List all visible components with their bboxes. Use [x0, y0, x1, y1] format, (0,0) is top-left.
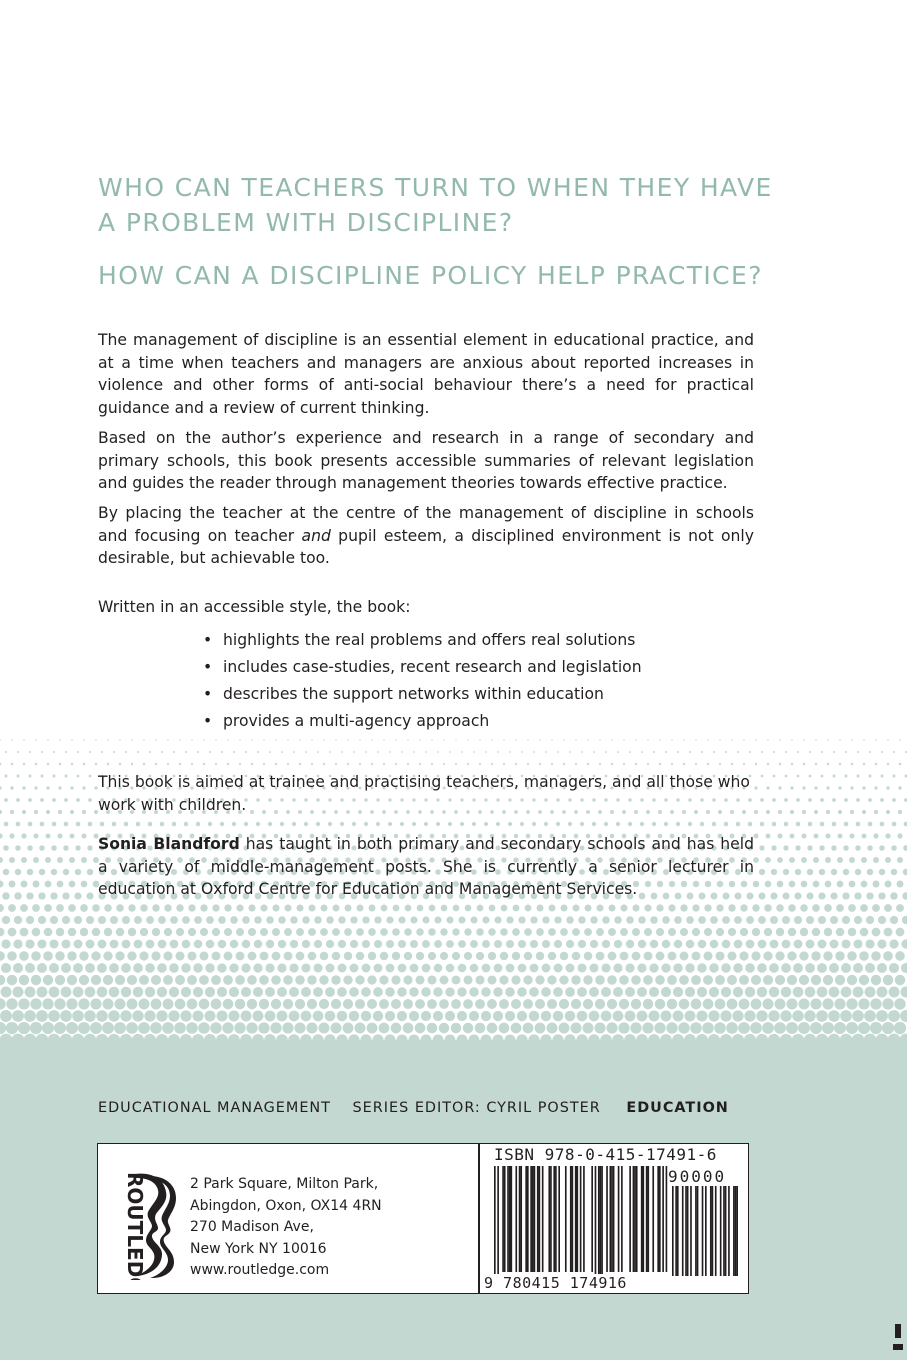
- barcode-bar: [494, 1166, 496, 1282]
- addon-bar: [735, 1186, 737, 1276]
- addon-bar: [682, 1186, 684, 1276]
- p3-text-after: pupil esteem, a disciplined environment is not only desirable, but achievable too.: [98, 526, 754, 568]
- barcode-bar: [525, 1166, 527, 1272]
- barcode-bar: [618, 1166, 620, 1272]
- addon-bar: [677, 1186, 679, 1276]
- bullet-icon: •: [203, 712, 213, 730]
- barcode-bar: [565, 1166, 567, 1272]
- barcode-bar: [555, 1166, 557, 1272]
- routledge-logo: [106, 1168, 181, 1280]
- routledge-logo-icon: [106, 1168, 181, 1280]
- barcode-bar: [550, 1166, 552, 1272]
- p3-italic-word: and: [301, 526, 331, 545]
- list-item-text: highlights the real problems and offers real solutions: [223, 631, 636, 649]
- bullet-icon: •: [203, 685, 213, 703]
- audience-paragraph: This book is aimed at trainee and practising teachers, managers, and all those who work with children.: [98, 773, 750, 814]
- barcode-bar: [580, 1166, 582, 1272]
- addon-bar: [687, 1186, 689, 1276]
- ean-digits: 9 780415 174916: [484, 1274, 627, 1292]
- barcode-bar: [532, 1166, 534, 1272]
- p3-text-before: By placing the teacher at the centre of the management of discipline in schools and focusing on teacher: [98, 504, 754, 545]
- barcode-bar: [591, 1166, 593, 1272]
- addon-bar: [702, 1186, 704, 1276]
- barcode-bar: [577, 1166, 579, 1272]
- barcode-bar: [611, 1166, 613, 1272]
- addon-bar: [723, 1186, 725, 1276]
- barcode-bar: [659, 1166, 661, 1272]
- addon-bar: [697, 1186, 699, 1276]
- address-line: New York NY 10016: [190, 1240, 327, 1257]
- barcode-bar: [507, 1166, 509, 1272]
- list-item: [203, 627, 642, 654]
- addon-bar: [720, 1186, 722, 1276]
- list-item: [203, 654, 642, 681]
- addon-bar: [675, 1186, 677, 1276]
- addon-bar: [736, 1186, 738, 1276]
- author-bio-text: has taught in both primary and secondary schools and has held a variety of middle-management posts. She is currently a senior lecturer in education at Oxford Centre for Education and Management Services.: [98, 835, 754, 899]
- addon-bar: [715, 1186, 717, 1276]
- headline-question-1: WHO CAN TEACHERS TURN TO WHEN THEY HAVE A PROBLEM WITH DISCIPLINE?: [98, 173, 773, 237]
- barcode-bar: [595, 1166, 597, 1282]
- list-item-text: provides a multi-agency approach: [223, 712, 490, 730]
- footer-divider: [478, 1144, 480, 1293]
- barcode-bar: [636, 1166, 638, 1272]
- address-line: Abingdon, Oxon, OX14 4RN: [190, 1197, 382, 1214]
- barcode-bar: [534, 1166, 536, 1272]
- addon-bar: [725, 1186, 727, 1276]
- barcode-bar: [643, 1166, 645, 1272]
- list-item: [203, 708, 642, 735]
- barcode-bar: [509, 1166, 511, 1272]
- isbn-number: ISBN 978-0-415-17491-6: [494, 1145, 717, 1164]
- body-paragraph-3: [98, 502, 754, 570]
- barcode-bar: [610, 1166, 612, 1272]
- list-item: [203, 681, 642, 708]
- barcode-bar: [542, 1166, 544, 1272]
- address-line: 270 Madison Ave,: [190, 1219, 314, 1235]
- logo-wordmark: ROUTLEDGE: [123, 1172, 147, 1280]
- barcode-bar: [652, 1166, 654, 1272]
- barcode-bar: [537, 1166, 539, 1272]
- publisher-address: [190, 1174, 382, 1282]
- headline-question-2: HOW CAN A DISCIPLINE POLICY HELP PRACTICE?: [98, 261, 763, 290]
- barcode-bar: [621, 1166, 623, 1272]
- barcode-bar: [641, 1166, 643, 1272]
- price-addon-code: 90000: [668, 1167, 727, 1186]
- author-bio: [98, 833, 754, 901]
- addon-bar: [705, 1186, 707, 1276]
- barcode-bar: [583, 1166, 585, 1272]
- barcode-bar: [601, 1166, 603, 1282]
- category-label: EDUCATION: [626, 1100, 729, 1116]
- barcode-bar: [497, 1166, 499, 1282]
- list-item-text: includes case-studies, recent research and legislation: [223, 658, 642, 676]
- barcode-bar: [646, 1166, 648, 1272]
- addon-bar: [712, 1186, 714, 1276]
- barcode-bar: [647, 1166, 649, 1272]
- barcode-bar: [527, 1166, 529, 1272]
- barcode-bar: [572, 1166, 574, 1272]
- barcode-bar: [629, 1166, 631, 1272]
- barcode-bar: [502, 1166, 504, 1272]
- barcode-bar: [519, 1166, 521, 1272]
- bullet-list-intro: Written in an accessible style, the book:: [98, 598, 411, 616]
- barcode-bar: [600, 1166, 602, 1282]
- feature-list: [203, 627, 642, 735]
- bullet-icon: •: [203, 658, 213, 676]
- publisher-footer-box: [97, 1143, 749, 1294]
- corner-mark: [889, 1312, 907, 1360]
- series-line: [98, 1100, 745, 1116]
- list-item-text: describes the support networks within education: [223, 685, 604, 703]
- barcode-bar: [530, 1166, 532, 1272]
- barcode-bar: [511, 1166, 513, 1272]
- author-name: Sonia Blandford: [98, 835, 240, 853]
- barcode-bar: [504, 1166, 506, 1272]
- barcode-bar: [575, 1166, 577, 1272]
- barcode-bar: [553, 1166, 555, 1272]
- addon-bar: [685, 1186, 687, 1276]
- addon-bar: [672, 1186, 674, 1276]
- barcode-bar: [548, 1166, 550, 1272]
- bullet-icon: •: [203, 631, 213, 649]
- barcode-bar: [634, 1166, 636, 1272]
- series-name: EDUCATIONAL MANAGEMENT: [98, 1100, 331, 1116]
- body-paragraph-1: The management of discipline is an essential element in educational practice, and at a time when teachers and managers are anxious about reported increases in violence and other forms of anti-social behaviour there’s a need for practical guidance and a review of current thinking.: [98, 331, 754, 417]
- barcode-bar: [515, 1166, 517, 1272]
- barcode-bar: [633, 1166, 635, 1272]
- address-line: 2 Park Square, Milton Park,: [190, 1176, 379, 1192]
- publisher-website: www.routledge.com: [190, 1262, 330, 1278]
- addon-bar: [695, 1186, 697, 1276]
- body-paragraph-2: Based on the author’s experience and research in a range of secondary and primary schools, this book presents accessible summaries of relevant legislation and guides the reader through management theories towards effective practice.: [98, 429, 754, 493]
- addon-bar: [728, 1186, 730, 1276]
- barcode-bar: [539, 1166, 541, 1272]
- barcode-bar: [662, 1166, 664, 1272]
- addon-bar: [710, 1186, 712, 1276]
- barcode-bar: [520, 1166, 522, 1272]
- barcode-bar: [570, 1166, 572, 1272]
- series-editor: SERIES EDITOR: CYRIL POSTER: [352, 1100, 601, 1116]
- barcode-bar: [613, 1166, 615, 1272]
- addon-bar: [690, 1186, 692, 1276]
- barcode-bar: [558, 1166, 560, 1272]
- barcode-bar: [666, 1166, 668, 1272]
- barcode-bar: [657, 1166, 659, 1272]
- addon-bar: [733, 1186, 735, 1276]
- barcode-bar: [598, 1166, 600, 1282]
- barcode-bar: [606, 1166, 608, 1272]
